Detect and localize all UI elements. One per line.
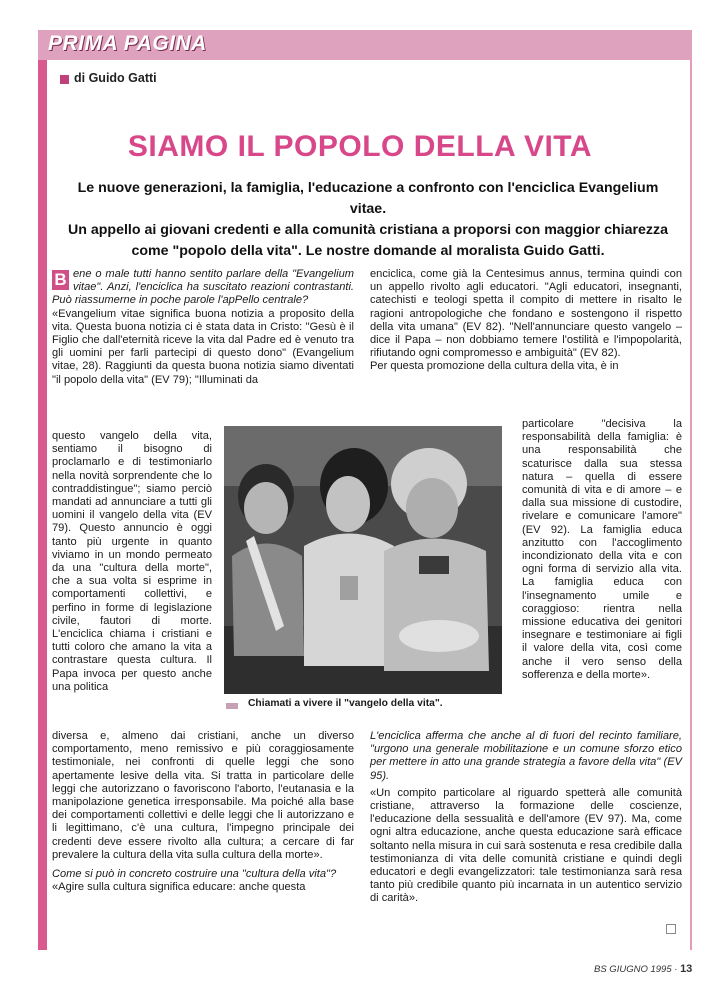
photo [224,426,502,694]
lede-line: Le nuove generazioni, la famiglia, l'educazione a confronto con l'enciclica Evangelium vitae. [77,180,659,217]
caption-mark-icon [226,703,238,709]
right-column-top [370,268,682,374]
right-column-narrow [522,418,682,682]
answer-1-cont: questo vangelo della vita, sentiamo il bisogno di proclamarlo e di testimoniarlo nella novità sorprendente che lo contraddistingue"; siamo perciò mandati ad annunciare a tutti gli uomini il vangelo della vita (EV 79). Questo annuncio è oggi tanto più urgente in quanto viviamo in un mondo permeato da una "cultura della morte", che a sua volta si esprime in comportamenti collettivi, e perfino in forme di legislazione civile, fautori di morte. L'enciclica chiama i cristiani e tutti coloro che amano la vita a contrastare questa cultura. Il Papa invoca per questo anche una politica [52,430,212,693]
right-column-bottom [370,730,682,906]
byline: di Guido Gatti [74,71,157,85]
answer-2: «Agire sulla cultura significa educare: anche questa [52,881,306,894]
left-column-narrow [52,430,212,694]
headline: SIAMO IL POPOLO DELLA VITA [127,130,593,163]
question-2: Come si può in concreto costruire una "cultura della vita"? [52,868,337,881]
right-border [690,30,692,950]
right-text-narrow: particolare "decisiva la responsabilità della famiglia: è una responsabilità che scaturisce dalla sua stessa natura – quella di essere comunità di vita e di amore – e dalla sua missione di custodire, rivelare e comunicare l'amore" (EV 92). La famiglia educa anzitutto con l'accoglimento incondizionato della vita e con ogni forma di servizio alla vita. La famiglia educa con l'insegnamento umile e coraggioso: rientra nella missione educativa dei genitori insegnare e testimoniare ai figli il valore della vita, così come anche il vero senso della sofferenza e della morte». [522,418,682,681]
photo-image [224,426,502,694]
answer-1: «Evangelium vitae significa buona notizia a proposito della vita. Questa buona notizia ci è stata data in Cristo: "Gesù è il Figlio che dall'eternità riceve la vita dal Padre ed è venuto tra gli uomini per farli partecipi di questo dono" (Evangelium vitae, 28). Raggiunti da questa buona notizia siamo diventati "il popolo della vita" (EV 79); "Illuminati da [52,307,354,386]
footer-issue: BS GIUGNO 1995 · [594,964,678,975]
lede-line: come "popolo della vita". Le nostre domande al moralista Guido Gatti. [131,243,605,259]
right-text-2: Per questa promozione della cultura della vita, è in [370,360,619,373]
footer [594,963,692,975]
lede [68,178,668,262]
right-text-1: enciclica, come già la Centesimus annus, termina quindi con un appello rivolto agli educatori. "Agli educatori, insegnanti, catechisti e teologi spetta il compito di mettere in risalto le ragioni antropologiche che fondano e sostengono il rispetto della vita umana" (EV 82). "Nell'annunciare questo vangelo – dice il Papa – non dobbiamo temere l'ostilità e l'impopolarità, rifiutando ogni compromesso e ambiguità" (EV 82). [370,268,682,360]
left-column-bottom [52,730,354,894]
question-1: B ene o male tutti hanno sentito parlare della "Evangelium vitae". Anzi, l'enciclica ha suscitato reazioni contrastanti. Può riassumerne in poche parole l'apPello centrale? [52,268,354,307]
byline-square-icon [60,75,69,84]
sidebar-stripe [38,30,47,950]
answer-1-end: diversa e, almeno dai cristiani, anche un diverso comportamento, meno remissivo e più coraggiosamente testimoniale, nei confronti di quelle leggi che sono apertamente lesive della vita. Si tratta in particolare delle leggi che autorizzano o favoriscono l'aborto, l'eutanasia e la manipolazione genetica irresponsabile. Ma poiché alla base dei comportamenti collettivi e delle leggi che li autorizzano e li legittimano, c'è una cultura, l'impegno principale dei credenti deve essere rivolto alla cultura; a cercare di far prevalere la cultura della vita sulla cultura della morte». [52,730,354,861]
section-title: PRIMA PAGINA [48,32,207,55]
photo-caption: Chiamati a vivere il "vangelo della vita". [248,698,443,709]
question-3: L'enciclica afferma che anche al di fuori del recinto familiare, "urgono una generale mobilitazione e un comune sforzo etico per mettere in atto una grande strategia a favore della vita" (EV 95). [370,730,682,782]
drop-cap: B [52,270,69,290]
left-column-top [52,268,354,387]
page-number: 13 [680,963,693,975]
answer-3: «Un compito particolare al riguardo spetterà alle comunità cristiane, attraverso la formazione delle coscienze, l'educazione della sessualità e dell'amore (EV 97). Ma, come ogni altra educazione, anche questa educazione sarà efficace soltanto nella misura in cui sarà sostenuta e resa credibile dalla testimonianza di vita delle comunità cristiane e quindi degli educatori e degli evangelizzatori: tale testimonianza sarà resa tanto più credibile quanto più incarnata in un autentico servizio di carità». [370,786,682,905]
lede-line: Un appello ai giovani credenti e alla comunità cristiana a proporsi con maggior chiarezza [68,222,668,238]
end-mark-icon [666,924,676,934]
